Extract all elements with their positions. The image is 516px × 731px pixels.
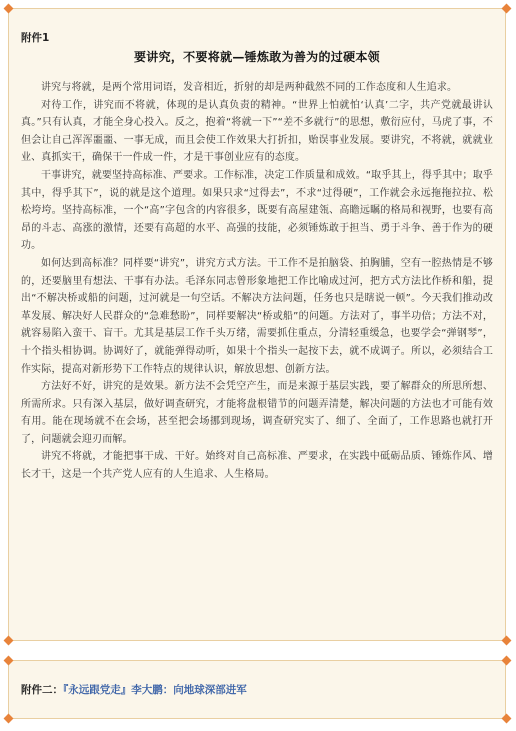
article-body	[21, 79, 493, 484]
article-title: 要讲究，不要将就—锤炼敢为善为的过硬本领	[133, 50, 380, 64]
annex-2-label: 附件二：	[21, 684, 63, 696]
paragraph: 干事讲究，就要坚持高标准、严要求。工作标准，决定工作质量和成效。“取乎其上，得乎其中；取乎其中，得乎其下”，说的就是这个道理。如果只求“过得去”，不求“过得硬”，工作就会永远拖拖拉拉、松松垮垮。坚持高标准，一个“高”字包含的内容很多，既要有高屋建瓴、高瞻远瞩的格局和视野，也要有高昂的斗志、高涨的激情，还要有高超的水平、高强的技能，必须锤炼敢于担当、勇于斗争、善于作为的硬功。	[21, 169, 493, 252]
paragraph: 方法好不好，讲究的是效果。新方法不会凭空产生，而是来源于基层实践，要了解群众的所思所想、所需所求。只有深入基层，做好调查研究，才能将盘根错节的问题弄清楚，解决问题的方法也才可能有效有用。能在现场就不在会场，甚至把会场挪到现场，调查研究实了、细了、全面了，工作思路也就打开了，问题就会迎刃而解。	[21, 381, 493, 445]
corner-diamond-icon	[502, 714, 512, 724]
annex-2-panel	[8, 660, 506, 719]
paragraph: 对待工作，讲究而不将就，体现的是认真负责的精神。“世界上怕就怕‘认真’二字，共产党就最讲认真。”只有认真，才能全身心投入。反之，抱着“将就一下”“差不多就行”的思想，敷衍应付，马虎了事，不但会让自己浑浑噩噩、一事无成，而且会使工作效果大打折扣，贻误事业发展。要讲究，不将就，就就业业、真抓实干，确保干一件成一件，才是干事创业应有的态度。	[21, 99, 493, 164]
annex-2-line	[21, 683, 247, 697]
paragraph: 讲究与将就，是两个常用词语，发音相近，折射的却是两种截然不同的工作态度和人生追求。	[41, 82, 458, 93]
annex-1-panel	[8, 8, 506, 641]
paragraph: 讲究不将就，才能把事干成、干好。始终对自己高标准、严要求，在实践中砥砺品质、锤炼作风、增长才干，这是一个共产党人应有的人生追求、人生格局。	[21, 451, 493, 481]
corner-diamond-icon	[502, 636, 512, 646]
annex-2-link[interactable]: 『永远跟党走』李大鹏：向地球深部进军	[63, 684, 247, 696]
annex-1-label: 附件1	[21, 32, 50, 44]
paragraph: 如何达到高标准？同样要“讲究”，讲究方式方法。干工作不是拍脑袋、拍胸脯，空有一腔热情是不够的，还要脑里有想法、干事有办法。毛泽东同志曾形象地把工作比喻成过河，把方式方法比作桥和船，提出“不解决桥或船的问题，过河就是一句空话。不解决方法问题，任务也只是瞎说一顿”。今天我们推动改革发展、解决好人民群众的“急难愁盼”，同样要解决“桥或船”的问题。方法对了，事半功倍；方法不对，就容易陷入蛮干、盲干。尤其是基层工作千头万绪，需要抓住重点，分清轻重缓急，也要学会“弹钢琴”，十个指头相协调。协调好了，就能弹得动听，如果十个指头一起按下去，就不成调子。所以，必须结合工作实际，提高对新形势下工作特点的规律认识，解放思想、创新方法。	[21, 257, 493, 375]
